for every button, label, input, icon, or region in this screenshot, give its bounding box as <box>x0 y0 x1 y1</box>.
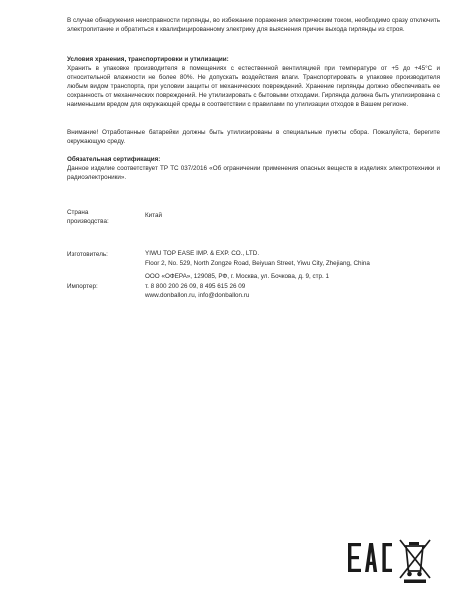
certification-heading: Обязательная сертификация: <box>67 156 161 163</box>
malfunction-paragraph: В случае обнаружения неисправности гирлянды, во избежание поражения электрическим током, необходимо сразу отключить электропитание и обратиться к квалифицированному электрику для выяснения причин выхода гирлянды из строя. <box>67 17 440 33</box>
storage-paragraph: Хранить в упаковке производителя в помещениях с естественной вентиляцией при температуре от +5 до +45°С и относительной влажности не более 80%. Не допускать воздействия влаги. Транспортировать в упаковке производителя любым видом транспорта, при условии защиты от механических повреждений. Хранение гирлянды должно обеспечивать ее сохранность от механических повреждений. Не утилизировать с бытовыми отходами. Гирлянда должна быть утилизирована с наименьшим вредом для окружающей среды в соответствии с правилами по утилизации отходов в Вашем регионе. <box>67 65 440 108</box>
manufacturer-value <box>145 249 370 268</box>
importer-label: Импортер: <box>67 283 98 290</box>
country-value: Китай <box>145 212 163 219</box>
crossed-bin-icon <box>400 540 430 583</box>
manufacturer-address: Floor 2, No. 529, North Zongze Road, Beiyuan Street, Yiwu City, Zhejiang, China <box>145 259 370 267</box>
importer-phones: т. 8 800 200 26 09, 8 495 615 26 09 <box>145 282 246 290</box>
country-label-line2: производства: <box>67 218 109 225</box>
battery-warning: Внимание! Отработанные батарейки должны быть утилизированы в специальные пункты сбора. Пожалуйста, берегите окружающую среду. <box>67 129 440 145</box>
eac-mark-icon <box>348 543 392 572</box>
manufacturer-name: YIWU TOP EASE IMP. & EXP. CO., LTD. <box>145 250 260 257</box>
country-label-line1: Страна <box>67 209 89 216</box>
certification-paragraph: Данное изделие соответствует ТР ТС 037/2016 «Об ограничении применения опасных веществ в изделиях электротехники и радиоэлектроники». <box>67 165 440 181</box>
importer-value <box>145 272 329 301</box>
importer-address: ООО «ОФЕРА», 129085, РФ, г. Москва, ул. Бочкова, д. 9, стр. 1 <box>145 273 330 280</box>
importer-web-email: www.donballon.ru, info@donballon.ru <box>145 292 250 300</box>
certification-marks <box>346 536 436 584</box>
country-label <box>67 208 109 226</box>
manufacturer-label: Изготовитель: <box>67 251 108 258</box>
storage-heading: Условия хранения, транспортировки и утилизации: <box>67 56 229 63</box>
